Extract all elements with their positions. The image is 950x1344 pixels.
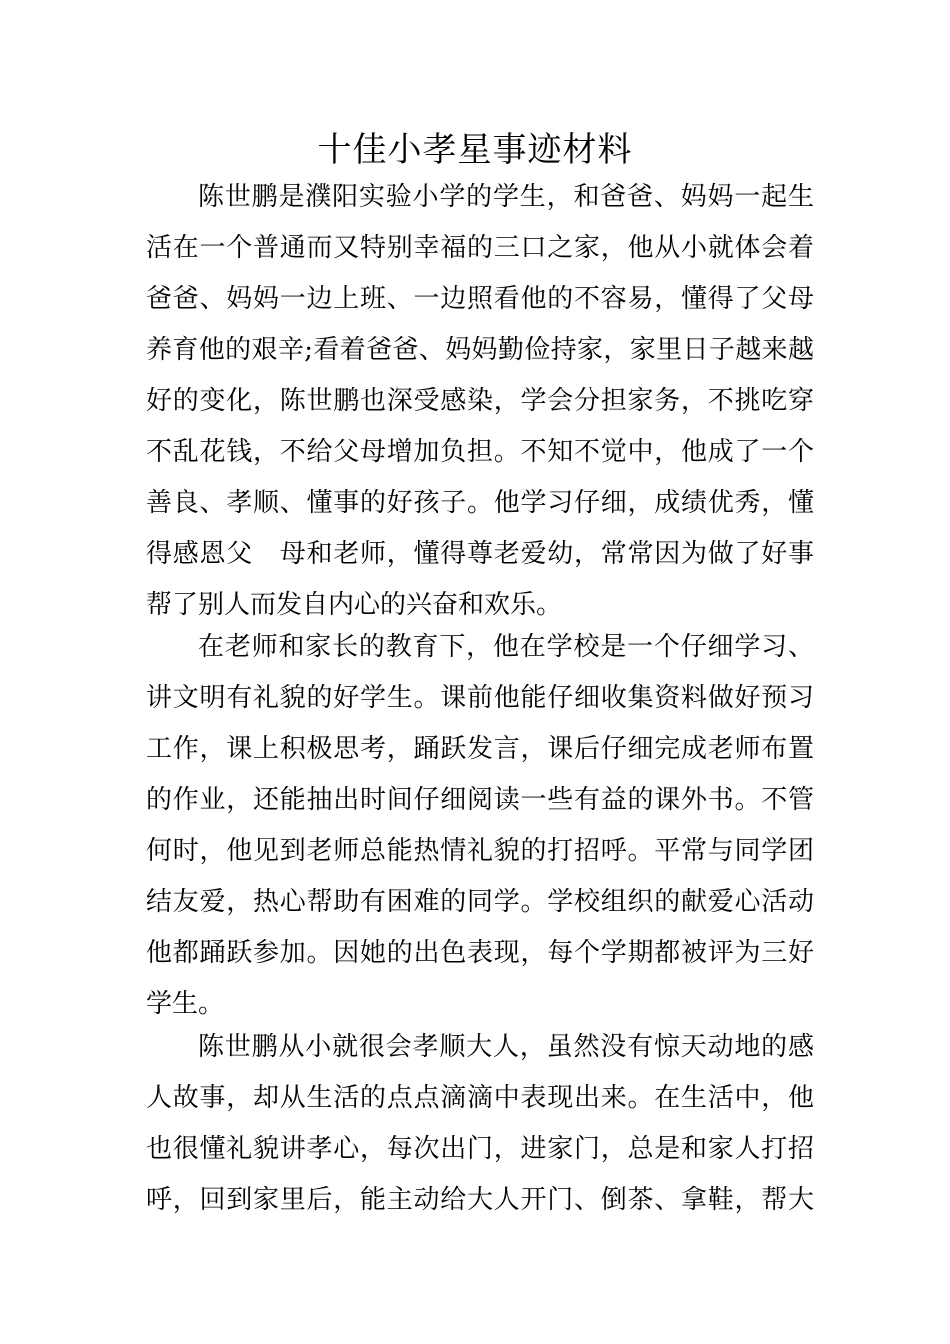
paragraph-line: 学生。 (146, 989, 225, 1019)
paragraph-line: 好的变化，陈世鹏也深受感染，学会分担家务，不挑吃穿 (146, 386, 814, 416)
paragraph-line: 呼，回到家里后，能主动给大人开门、倒茶、拿鞋，帮大 (146, 1185, 814, 1215)
paragraph-1 (146, 172, 814, 631)
paragraph-line: 陈世鹏从小就很会孝顺大人，虽然没有惊天动地的感 (198, 1032, 814, 1062)
paragraph-line: 帮了别人而发自内心的兴奋和欢乐。 (146, 590, 563, 620)
paragraph-line: 陈世鹏是濮阳实验小学的学生，和爸爸、妈妈一起生 (198, 182, 814, 212)
paragraph-3 (146, 1022, 814, 1226)
paragraph-2 (146, 622, 814, 1030)
paragraph-line: 的作业，还能抽出时间仔细阅读一些有益的课外书。不管 (146, 785, 814, 815)
paragraph-line: 何时，他见到老师总能热情礼貌的打招呼。平常与同学团 (146, 836, 814, 866)
paragraph-line: 讲文明有礼貌的好学生。课前他能仔细收集资料做好预习 (146, 683, 814, 713)
paragraph-line: 爸爸、妈妈一边上班、一边照看他的不容易，懂得了父母 (146, 284, 814, 314)
paragraph-line: 人故事，却从生活的点点滴滴中表现出来。在生活中，他 (146, 1083, 814, 1113)
paragraph-line: 他都踊跃参加。因她的出色表现，每个学期都被评为三好 (146, 938, 814, 968)
paragraph-line: 活在一个普通而又特别幸福的三口之家，他从小就体会着 (146, 233, 814, 263)
paragraph-line: 不乱花钱，不给父母增加负担。不知不觉中，他成了一个 (146, 437, 814, 467)
document-title: 十佳小孝星事迹材料 (317, 130, 633, 170)
paragraph-line: 结友爱，热心帮助有困难的同学。学校组织的献爱心活动 (146, 887, 814, 917)
paragraph-line: 养育他的艰辛;看着爸爸、妈妈勤俭持家，家里日子越来越 (146, 335, 814, 365)
paragraph-line: 得感恩父 母和老师，懂得尊老爱幼，常常因为做了好事 (146, 539, 814, 569)
paragraph-line: 也很懂礼貌讲孝心，每次出门，进家门，总是和家人打招 (146, 1134, 814, 1164)
paragraph-line: 善良、孝顺、懂事的好孩子。他学习仔细，成绩优秀，懂 (146, 488, 814, 518)
paragraph-line: 在老师和家长的教育下，他在学校是一个仔细学习、 (198, 632, 814, 662)
paragraph-line: 工作，课上积极思考，踊跃发言，课后仔细完成老师布置 (146, 734, 814, 764)
